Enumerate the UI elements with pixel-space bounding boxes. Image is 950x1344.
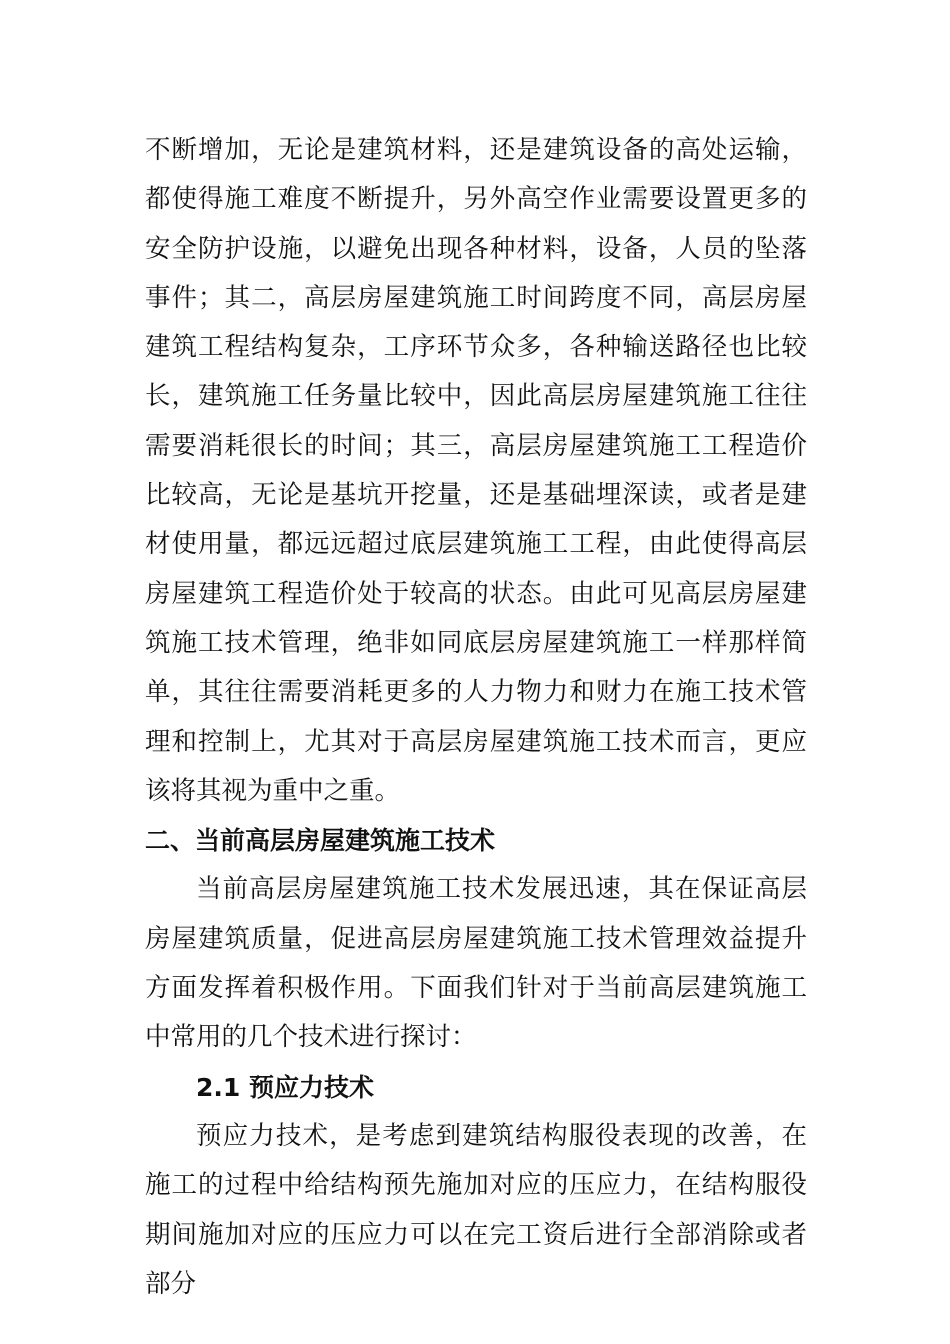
paragraph-prestress: 预应力技术，是考虑到建筑结构服役表现的改善，在施工的过程中给结构预先施加对应的压应力，在结构服役期间施加对应的压应力可以在完工资后进行全部消除或者部分 (145, 1120, 807, 1299)
paragraph-continuation: 不断增加，无论是建筑材料，还是建筑设备的高处运输，都使得施工难度不断提升，另外高空作业需要设置更多的安全防护设施，以避免出现各种材料，设备，人员的坠落事件；其二，高层房屋建筑施工时间跨度不同，高层房屋建筑工程结构复杂，工序环节众多，各种输送路径也比较长，建筑施工任务量比较中，因此高层房屋建筑施工往往需要消耗很长的时间；其三，高层房屋建筑施工工程造价比较高，无论是基坑开挖量，还是基础埋深读，或者是建材使用量，都远远超过底层建筑施工工程，由此使得高层房屋建筑工程造价处于较高的状态。由此可见高层房屋建筑施工技术管理，绝非如同底层房屋建筑施工一样那样简单，其往往需要消耗更多的人力物力和财力在施工技术管理和控制上，尤其对于高层房屋建筑施工技术而言，更应该将其视为重中之重。 (145, 135, 807, 806)
section-heading: 二、当前高层房屋建筑施工技术 (145, 826, 496, 856)
paragraph-intro: 当前高层房屋建筑施工技术发展迅速，其在保证高层房屋建筑质量，促进高层房屋建筑施工技术管理效益提升方面发挥着积极作用。下面我们针对于当前高层建筑施工中常用的几个技术进行探讨： (145, 874, 807, 1053)
subsection-heading: 2.1 预应力技术 (196, 1072, 374, 1102)
document-body (145, 126, 807, 1309)
